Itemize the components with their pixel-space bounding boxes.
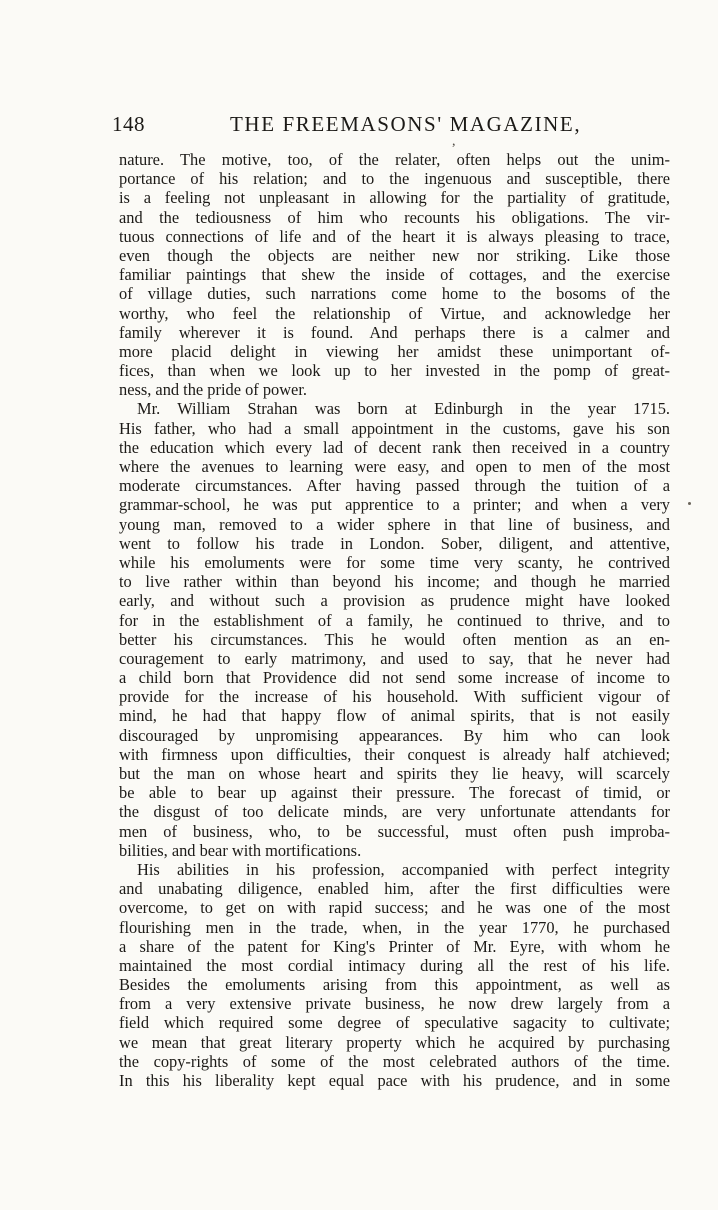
text-line: from a very extensive private business, he now drew largely from a [119, 994, 670, 1014]
text-line: flourishing men in the trade, when, in the year 1770, he purchased [119, 917, 670, 937]
text-line: and the tediousness of him who recounts his obligations. The vir- [119, 207, 670, 227]
text-line: more placid delight in viewing her amidst these unimportant of- [119, 341, 670, 361]
text-line: and unabating diligence, enabled him, after the first difficulties were [119, 879, 670, 899]
text-line: the disgust of too delicate minds, are very unfortunate attendants for [119, 802, 670, 822]
text-line: better his circumstances. This he would often mention as an en- [119, 629, 670, 649]
text-line: tuous connections of life and of the heart it is always pleasing to trace, [119, 226, 670, 246]
body-text [119, 150, 670, 1090]
text-line: even though the objects are neither new nor striking. Like those [119, 245, 670, 265]
text-line: men of business, who, to be successful, must often push improba- [119, 821, 670, 841]
text-line: discouraged by unpromising appearances. By him who can look [119, 725, 670, 745]
text-line: His abilities in his profession, accompanied with perfect integrity [137, 859, 670, 879]
page-number: 148 [112, 112, 145, 136]
text-line: a share of the patent for King's Printer of Mr. Eyre, with whom he [119, 936, 670, 956]
text-line: ness, and the pride of power. [119, 380, 307, 400]
text-line: portance of his relation; and to the ingenuous and susceptible, there [119, 169, 670, 189]
text-line: bilities, and bear with mortifications. [119, 840, 362, 860]
text-line: Mr. William Strahan was born at Edinburgh in the year 1715. [137, 399, 670, 419]
text-line: provide for the increase of his household. With sufficient vigour of [119, 687, 670, 707]
text-line: a child born that Providence did not send some increase of income to [119, 668, 670, 688]
text-line: His father, who had a small appointment in the customs, gave his son [119, 418, 670, 438]
text-line: fices, than when we look up to her invested in the pomp of great- [119, 361, 670, 381]
text-line: be able to bear up against their pressure. The forecast of timid, or [119, 783, 670, 803]
page-header [112, 112, 672, 142]
text-line: but the man on whose heart and spirits they lie heavy, will scarcely [119, 764, 670, 783]
text-line: went to follow his trade in London. Sober, diligent, and attentive, [119, 533, 670, 553]
text-line: young man, removed to a wider sphere in that line of business, and [119, 514, 670, 534]
text-line: Besides the emoluments arising from this appointment, as well as [119, 975, 670, 995]
text-line: field which required some degree of speculative sagacity to cultivate; [119, 1013, 670, 1033]
text-line: familiar paintings that shew the inside of cottages, and the exercise [119, 265, 670, 285]
text-line: family wherever it is found. And perhaps there is a calmer and [119, 322, 670, 342]
running-head: THE FREEMASONS' MAGAZINE, [230, 112, 582, 136]
text-line: mind, he had that happy flow of animal spirits, that is not easily [119, 706, 670, 726]
text-line: maintained the most cordial intimacy during all the rest of his life. [119, 955, 670, 975]
text-line: couragement to early matrimony, and used to say, that he never had [119, 648, 670, 668]
text-line: moderate circumstances. After having passed through the tuition of a [119, 476, 670, 496]
text-line: while his emoluments were for some time very scanty, he contrived [119, 552, 670, 572]
text-line: overcome, to get on with rapid success; and he was one of the most [119, 898, 670, 918]
text-line: where the avenues to learning were easy, and open to men of the most [119, 457, 670, 476]
text-line: grammar-school, he was put apprentice to a printer; and when a very [119, 495, 670, 515]
print-mark: , [452, 134, 456, 149]
text-line: early, and without such a provision as prudence might have looked [119, 591, 670, 611]
text-line: to live rather within than beyond his income; and though he married [119, 572, 670, 592]
text-line: the education which every lad of decent rank then received in a country [119, 437, 670, 457]
text-line: is a feeling not unpleasant in allowing for the partiality of gratitude, [119, 188, 670, 208]
text-line: the copy-rights of some of the most celebrated authors of the time. [119, 1051, 670, 1071]
text-line: nature. The motive, too, of the relater, often helps out the unim- [119, 150, 670, 169]
text-line: for in the establishment of a family, he continued to thrive, and to [119, 610, 670, 630]
text-line: we mean that great literary property which he acquired by purchasing [119, 1032, 670, 1052]
text-line: with firmness upon difficulties, their conquest is already half atchieved; [119, 744, 670, 764]
print-speck [688, 502, 691, 505]
text-line: of village duties, such narrations come home to the bosoms of the [119, 284, 670, 304]
text-line: In this his liberality kept equal pace with his prudence, and in some [119, 1071, 670, 1090]
text-line: worthy, who feel the relationship of Virtue, and acknowledge her [119, 303, 670, 323]
